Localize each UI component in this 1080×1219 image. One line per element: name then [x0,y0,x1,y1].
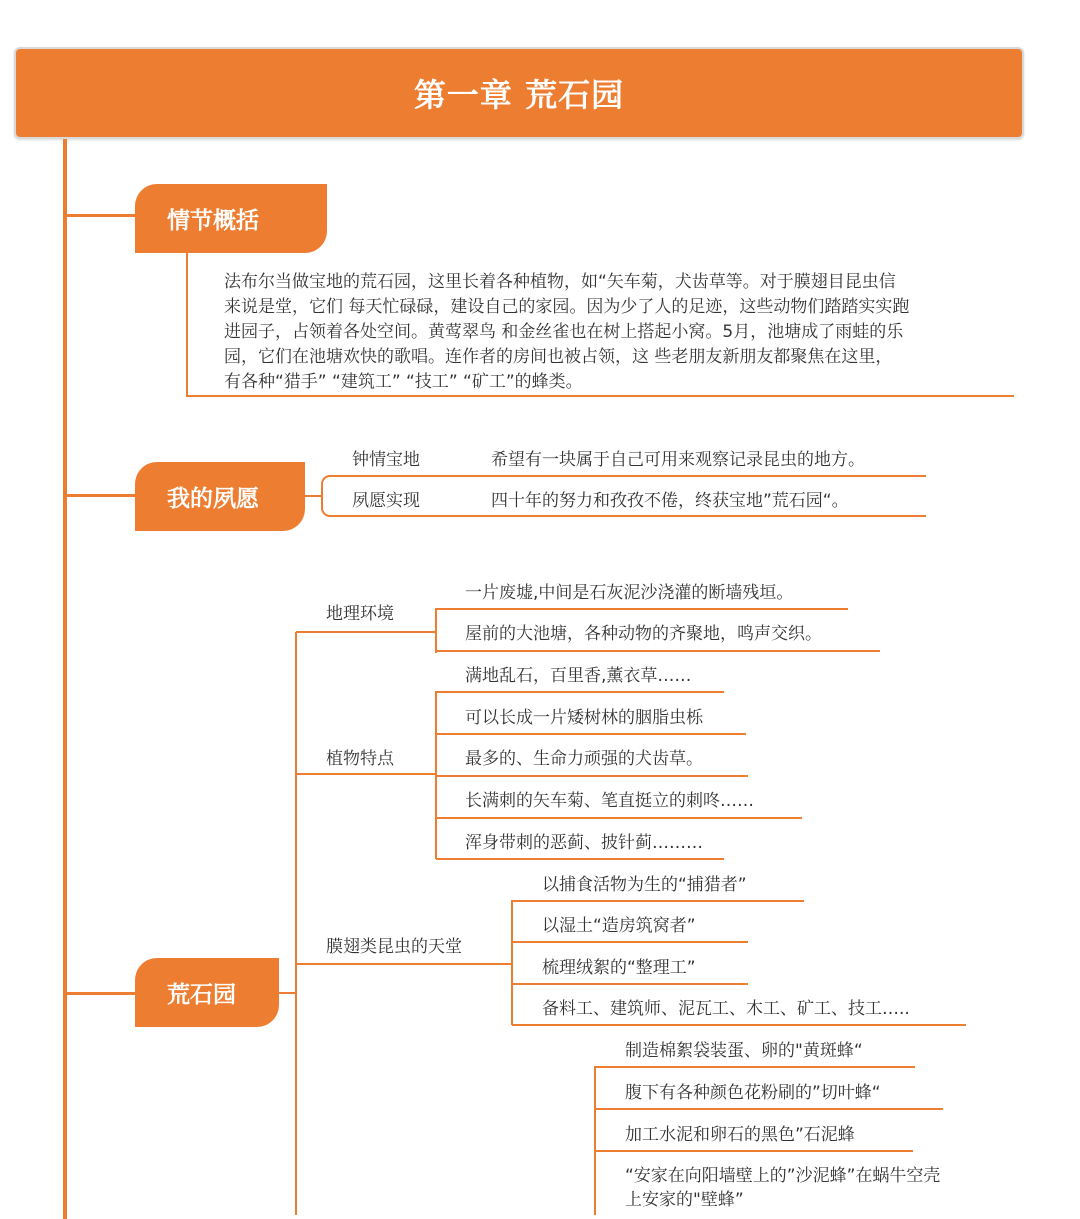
summary-line: 有各种“猎手” “建筑工” “技工” “矿工”的蜂类。 [224,372,583,392]
chapter-title: 第一章 荒石园 [413,76,625,114]
insect-item-underline [512,941,748,943]
topic-summary-label: 情节概括 [167,208,259,234]
insect-item: 以湿土“造房筑窝者” [542,916,696,936]
plant-item: 浑身带刺的恶蓟、披针蓟……… [465,833,703,853]
plant-item-underline [436,691,724,693]
wish-key-1: 钟情宝地 [352,450,420,470]
summary-line: 法布尔当做宝地的荒石园，这里长着各种植物，如“矢车菊，犬齿草等。对于膜翅目昆虫信 [224,272,896,292]
insects-bracket [511,900,513,1025]
bee-item: 加工水泥和卵石的黑色”石泥蜂 [625,1125,855,1145]
geo-item-underline [436,650,880,652]
garden-spine [295,632,297,1215]
bee-item: “安家在向阳墙壁上的”沙泥蜂”在蜗牛空壳 [625,1166,941,1186]
garden-stem [279,992,296,994]
plants-underline [296,773,436,775]
summary-underline [186,395,1014,397]
topic-summary[interactable] [135,184,327,253]
topic-wish-label: 我的夙愿 [167,486,259,512]
insect-item-underline [512,1024,966,1026]
wish-bracket [321,475,339,517]
wish-stem [303,495,321,497]
wish-key-2: 夙愿实现 [352,491,420,511]
geo-item-underline [436,608,848,610]
subtopic-plants: 植物特点 [326,749,394,769]
branch-summary [65,214,137,217]
plant-item: 满地乱石，百里香,薰衣草…… [465,666,692,686]
geo-item: 屋前的大池塘，各种动物的齐聚地，鸣声交织。 [465,624,822,644]
plant-item-underline [436,817,802,819]
insects-underline [296,963,512,965]
subtopic-insects: 膜翅类昆虫的天堂 [326,937,462,957]
bee-item: 制造棉絮袋装蛋、卵的"黄斑蜂“ [625,1041,863,1061]
geo-bracket [435,608,437,653]
mindmap-trunk [63,139,67,1219]
plant-item-underline [436,858,724,860]
plant-item: 长满刺的矢车菊、笔直挺立的刺咚…… [465,791,754,811]
summary-connector [186,253,188,396]
bee-item: 上安家的"壁蜂” [625,1190,744,1210]
plant-item: 最多的、生命力顽强的犬齿草。 [465,749,703,769]
wish-value-1: 希望有一块属于自己可用来观察记录昆虫的地方。 [491,450,865,470]
plant-item-underline [436,775,748,777]
bee-item: 腹下有各种颜色花粉刷的”切叶蜂“ [625,1083,881,1103]
bee-item-underline [595,1150,913,1152]
plant-item-underline [436,733,746,735]
subtopic-geo: 地理环境 [326,604,394,624]
topic-garden-label: 荒石园 [167,982,236,1008]
summary-line: 来说是堂，它们 每天忙碌碌，建设自己的家园。因为少了人的足迹，这些动物们踏踏实实跑 [224,297,910,317]
geo-item: 一片废墟,中间是石灰泥沙浇灌的断墙残垣。 [465,583,794,603]
insect-item: 梳理绒絮的“整理工” [542,958,696,978]
geo-underline [296,631,436,633]
plant-item: 可以长成一片矮树林的胭脂虫栎 [465,708,703,728]
bee-item-underline [595,1066,915,1068]
bee-item-underline [595,1108,943,1110]
insect-item-underline [512,983,748,985]
insect-item-underline [512,900,804,902]
insect-item: 以捕食活物为生的“捕猎者” [542,875,747,895]
chapter-title-bar [14,47,1024,139]
branch-wish [65,494,137,497]
wish-item-underline [339,515,926,517]
bees-bracket [594,1066,596,1215]
insect-item: 备料工、建筑师、泥瓦工、木工、矿工、技工….. [542,999,910,1019]
summary-line: 园，它们在池塘欢快的歌唱。连作者的房间也被占领，这 些老朋友新朋友都聚焦在这里， [224,347,893,367]
summary-line: 进园子，占领着各处空间。黄莺翠鸟 和金丝雀也在树上搭起小窝。5月，池塘成了雨蛙的乐 [224,322,904,342]
branch-garden [65,992,137,995]
wish-item-underline [339,475,926,477]
topic-wish[interactable] [135,462,305,531]
topic-garden[interactable] [135,958,279,1027]
wish-value-2: 四十年的努力和孜孜不倦，终获宝地”荒石园“。 [491,491,849,511]
summary-paragraph [224,270,1014,395]
